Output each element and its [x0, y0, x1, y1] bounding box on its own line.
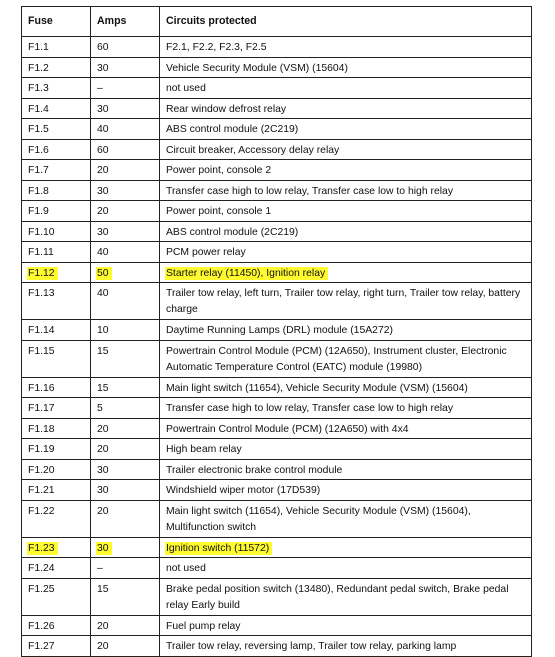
fuse-text: F1.9 — [28, 206, 49, 217]
amps-text: 60 — [97, 42, 109, 53]
circuit-cell — [160, 480, 532, 501]
circuit-cell — [160, 500, 532, 537]
table-row — [22, 98, 532, 119]
circuit-cell — [160, 537, 532, 558]
fuse-table-container — [21, 6, 531, 657]
circuit-cell — [160, 57, 532, 78]
header-circuits: Circuits protected — [160, 7, 532, 37]
table-row — [22, 578, 532, 615]
header-row — [22, 7, 532, 37]
amps-cell — [91, 221, 160, 242]
fuse-cell — [22, 398, 91, 419]
circuit-cell — [160, 139, 532, 160]
amps-cell — [91, 160, 160, 181]
amps-cell — [91, 320, 160, 341]
table-row — [22, 262, 532, 283]
table-row — [22, 340, 532, 377]
amps-text: 20 — [97, 165, 109, 176]
fuse-cell — [22, 340, 91, 377]
amps-text: 15 — [97, 345, 109, 357]
amps-text: 50 — [96, 267, 112, 280]
fuse-cell — [22, 201, 91, 222]
fuse-text: F1.25 — [28, 583, 55, 595]
amps-text: – — [97, 563, 103, 574]
circuit-cell — [160, 340, 532, 377]
circuit-text: Transfer case high to low relay, Transfer case low to high relay — [166, 185, 454, 197]
fuse-cell — [22, 283, 91, 320]
circuit-cell — [160, 439, 532, 460]
circuit-text: PCM power relay — [166, 247, 246, 258]
circuit-text: Powertrain Control Module (PCM) (12A650), Instrument cluster, Electronic Automatic Temperature Control (EATC) module (19980) — [166, 345, 507, 373]
table-row — [22, 439, 532, 460]
circuit-text: High beam relay — [166, 444, 242, 455]
fuse-cell — [22, 78, 91, 99]
circuit-cell — [160, 180, 532, 201]
circuit-cell — [160, 242, 532, 263]
circuit-text: Brake pedal position switch (13480), Redundant pedal switch, Brake pedal relay Early build — [166, 583, 509, 611]
circuit-text: Starter relay (11450), Ignition relay — [165, 267, 328, 280]
amps-text: – — [97, 83, 103, 94]
fuse-text: F1.27 — [28, 641, 55, 652]
fuse-cell — [22, 160, 91, 181]
fuse-cell — [22, 500, 91, 537]
amps-text: 30 — [97, 62, 109, 74]
circuit-cell — [160, 201, 532, 222]
fuse-cell — [22, 418, 91, 439]
table-row — [22, 320, 532, 341]
amps-text: 5 — [97, 403, 103, 414]
circuit-cell — [160, 98, 532, 119]
amps-text: 40 — [97, 288, 109, 299]
circuit-cell — [160, 37, 532, 58]
circuit-cell — [160, 558, 532, 579]
table-row — [22, 558, 532, 579]
fuse-cell — [22, 480, 91, 501]
amps-text: 20 — [97, 206, 109, 217]
table-row — [22, 283, 532, 320]
circuit-text: Trailer electronic brake control module — [166, 464, 343, 476]
amps-cell — [91, 37, 160, 58]
circuit-text: Power point, console 1 — [166, 206, 272, 217]
circuit-text: Main light switch (11654), Vehicle Security Module (VSM) (15604) — [166, 382, 468, 394]
table-row — [22, 377, 532, 398]
amps-text: 40 — [97, 247, 109, 258]
amps-text: 10 — [97, 325, 109, 336]
table-row — [22, 139, 532, 160]
amps-cell — [91, 98, 160, 119]
fuse-text: F1.11 — [28, 247, 54, 258]
fuse-text: F1.8 — [28, 185, 49, 197]
amps-cell — [91, 480, 160, 501]
table-row — [22, 500, 532, 537]
table-row — [22, 221, 532, 242]
amps-cell — [91, 340, 160, 377]
table-row — [22, 160, 532, 181]
table-row — [22, 119, 532, 140]
circuit-cell — [160, 418, 532, 439]
circuit-text: not used — [166, 563, 206, 574]
circuit-text: Trailer tow relay, left turn, Trailer tow relay, right turn, Trailer tow relay, battery charge — [166, 288, 521, 315]
circuit-text: Powertrain Control Module (PCM) (12A650) with 4x4 — [166, 423, 409, 435]
fuse-text: F1.16 — [28, 382, 55, 394]
fuse-cell — [22, 558, 91, 579]
circuit-text: Fuel pump relay — [166, 620, 241, 632]
fuse-text: F1.10 — [28, 226, 55, 238]
fuse-cell — [22, 537, 91, 558]
circuit-cell — [160, 283, 532, 320]
circuit-cell — [160, 615, 532, 636]
amps-text: 60 — [97, 144, 109, 156]
circuit-cell — [160, 578, 532, 615]
amps-cell — [91, 439, 160, 460]
table-row — [22, 537, 532, 558]
amps-cell — [91, 418, 160, 439]
circuit-cell — [160, 119, 532, 140]
amps-cell — [91, 459, 160, 480]
fuse-text: F1.24 — [28, 563, 55, 574]
amps-text: 20 — [97, 620, 109, 632]
fuse-text: F1.6 — [28, 144, 49, 156]
fuse-text: F1.1 — [28, 42, 49, 53]
table-row — [22, 37, 532, 58]
fuse-text: F1.26 — [28, 620, 55, 632]
fuse-cell — [22, 242, 91, 263]
fuse-text: F1.7 — [28, 165, 49, 176]
table-row — [22, 78, 532, 99]
fuse-cell — [22, 377, 91, 398]
fuse-text: F1.20 — [28, 464, 55, 476]
amps-cell — [91, 578, 160, 615]
fuse-text: F1.17 — [28, 403, 55, 414]
amps-text: 20 — [97, 444, 109, 455]
fuse-text: F1.22 — [28, 505, 55, 517]
circuit-cell — [160, 377, 532, 398]
circuit-text: Daytime Running Lamps (DRL) module (15A272) — [166, 325, 393, 336]
table-row — [22, 459, 532, 480]
amps-cell — [91, 78, 160, 99]
table-row — [22, 398, 532, 419]
header-fuse: Fuse — [22, 7, 91, 37]
fuse-text: F1.14 — [28, 325, 55, 336]
circuit-cell — [160, 78, 532, 99]
circuit-text: Transfer case high to low relay, Transfer case low to high relay — [166, 403, 454, 414]
fuse-table — [21, 6, 532, 657]
fuse-cell — [22, 37, 91, 58]
circuit-cell — [160, 221, 532, 242]
amps-text: 20 — [97, 641, 109, 652]
amps-cell — [91, 119, 160, 140]
fuse-cell — [22, 221, 91, 242]
fuse-cell — [22, 578, 91, 615]
circuit-text: Main light switch (11654), Vehicle Security Module (VSM) (15604), Multifunction switch — [166, 505, 471, 533]
fuse-text: F1.2 — [28, 62, 49, 74]
amps-cell — [91, 180, 160, 201]
circuit-cell — [160, 320, 532, 341]
amps-text: 15 — [97, 382, 109, 394]
fuse-text: F1.4 — [28, 103, 49, 115]
amps-text: 30 — [96, 542, 112, 555]
fuse-text: F1.19 — [28, 444, 55, 455]
fuse-text: F1.21 — [28, 485, 55, 496]
table-row — [22, 57, 532, 78]
header-amps: Amps — [91, 7, 160, 37]
fuse-text: F1.13 — [28, 288, 55, 299]
amps-text: 30 — [97, 485, 109, 496]
circuit-text: F2.1, F2.2, F2.3, F2.5 — [166, 42, 267, 53]
amps-cell — [91, 537, 160, 558]
table-row — [22, 242, 532, 263]
fuse-text: F1.18 — [28, 423, 55, 435]
amps-text: 30 — [97, 103, 109, 115]
amps-cell — [91, 615, 160, 636]
amps-text: 20 — [97, 423, 109, 435]
amps-cell — [91, 242, 160, 263]
circuit-text: Power point, console 2 — [166, 165, 272, 176]
circuit-text: not used — [166, 83, 206, 94]
fuse-cell — [22, 119, 91, 140]
fuse-text: F1.23 — [27, 542, 58, 555]
circuit-text: ABS control module (2C219) — [166, 226, 299, 238]
fuse-text: F1.15 — [28, 345, 55, 357]
table-row — [22, 615, 532, 636]
circuit-text: Rear window defrost relay — [166, 103, 287, 115]
amps-cell — [91, 283, 160, 320]
fuse-cell — [22, 320, 91, 341]
fuse-cell — [22, 139, 91, 160]
amps-cell — [91, 57, 160, 78]
amps-text: 30 — [97, 464, 109, 476]
fuse-cell — [22, 262, 91, 283]
circuit-cell — [160, 262, 532, 283]
amps-text: 40 — [97, 124, 109, 135]
fuse-cell — [22, 57, 91, 78]
circuit-text: Circuit breaker, Accessory delay relay — [166, 144, 340, 156]
amps-cell — [91, 201, 160, 222]
amps-cell — [91, 139, 160, 160]
amps-cell — [91, 500, 160, 537]
amps-cell — [91, 377, 160, 398]
amps-cell — [91, 558, 160, 579]
fuse-cell — [22, 459, 91, 480]
fuse-text: F1.12 — [27, 267, 58, 280]
circuit-text: Vehicle Security Module (VSM) (15604) — [166, 62, 348, 74]
fuse-text: F1.3 — [28, 83, 49, 94]
fuse-table-body — [22, 37, 532, 657]
circuit-text: Trailer tow relay, reversing lamp, Trailer tow relay, parking lamp — [166, 641, 457, 652]
circuit-text: ABS control module (2C219) — [166, 124, 299, 135]
table-row — [22, 180, 532, 201]
amps-cell — [91, 262, 160, 283]
fuse-cell — [22, 615, 91, 636]
table-row — [22, 201, 532, 222]
fuse-cell — [22, 98, 91, 119]
amps-text: 20 — [97, 505, 109, 517]
circuit-text: Windshield wiper motor (17D539) — [166, 485, 321, 496]
amps-cell — [91, 398, 160, 419]
circuit-cell — [160, 459, 532, 480]
table-row — [22, 480, 532, 501]
amps-text: 30 — [97, 226, 109, 238]
fuse-text: F1.5 — [28, 124, 49, 135]
amps-text: 15 — [97, 583, 109, 595]
fuse-cell — [22, 180, 91, 201]
amps-text: 30 — [97, 185, 109, 197]
circuit-cell — [160, 398, 532, 419]
table-row — [22, 418, 532, 439]
circuit-cell — [160, 160, 532, 181]
fuse-cell — [22, 439, 91, 460]
circuit-text: Ignition switch (11572) — [165, 542, 272, 555]
